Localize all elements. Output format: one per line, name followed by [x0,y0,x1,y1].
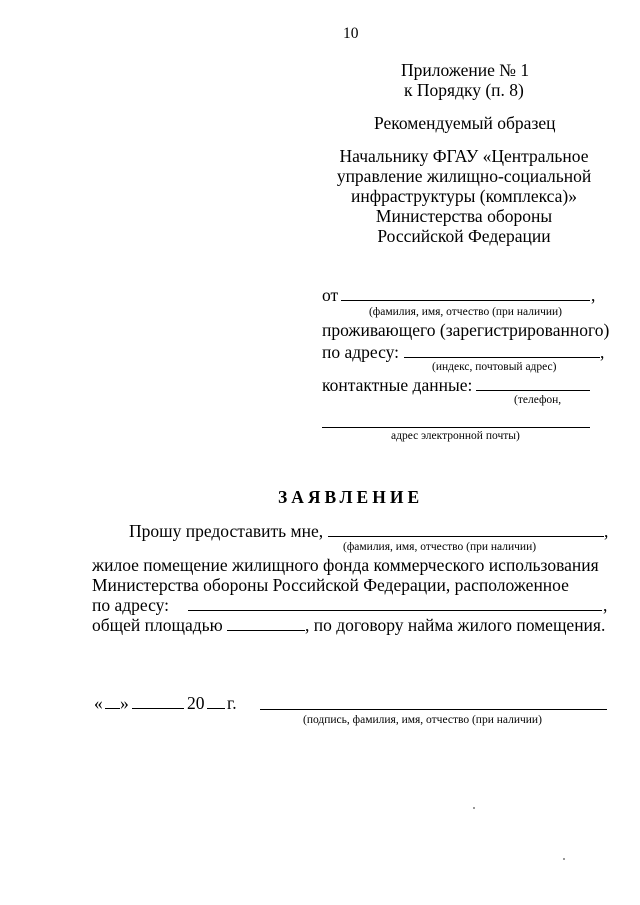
page-number: 10 [343,25,359,42]
date-quote-close: » [120,693,129,713]
month-field[interactable] [132,708,184,709]
addressee-line-3: инфраструктуры (комплекса)» [351,186,577,206]
order-reference: к Порядку (п. 8) [404,80,524,100]
property-address-field[interactable] [188,610,602,611]
phone-hint: (телефон, [514,394,562,406]
from-name-field[interactable] [341,300,590,301]
sample-label: Рекомендуемый образец [374,113,556,133]
year-field[interactable] [207,708,225,709]
addressee-line-5: Российской Федерации [377,226,551,246]
request-text: Прошу предоставить мне, [129,521,324,541]
scan-speck [473,807,475,809]
residing-label: проживающего (зарегистрированного) [322,320,610,340]
area-rest-text: , по договору найма жилого помещения. [305,615,606,635]
signature-hint: (подпись, фамилия, имя, отчество (при наличии) [303,714,542,726]
day-field[interactable] [105,708,120,709]
request-comma: , [604,521,609,541]
signature-field[interactable] [260,709,607,710]
scan-speck [563,858,565,860]
area-label: общей площадью [92,615,223,635]
addressee-line-4: Министерства обороны [375,206,553,226]
area-field[interactable] [227,630,305,631]
addressee-line-1: Начальнику ФГАУ «Центральное [339,146,589,166]
statement-address-comma: , [603,595,608,615]
year-prefix: 20 [187,693,205,713]
email-field[interactable] [322,427,590,428]
date-quote-open: « [94,693,103,713]
contacts-label: контактные данные: [322,375,473,395]
address-comma: , [600,342,605,362]
addressee-line-2: управление жилищно-социальной [336,166,592,186]
sender-address-field[interactable] [404,357,600,358]
from-comma: , [591,285,596,305]
phone-field[interactable] [476,390,590,391]
applicant-name-hint: (фамилия, имя, отчество (при наличии) [343,541,537,553]
address-label: по адресу: [322,342,400,362]
year-suffix: г. [227,693,237,713]
statement-line-2: жилое помещение жилищного фонда коммерческого использования [92,555,599,575]
from-label: от [322,285,339,305]
statement-address-label: по адресу: [92,595,170,615]
from-name-hint: (фамилия, имя, отчество (при наличии) [368,306,563,318]
address-hint: (индекс, почтовый адрес) [432,361,557,373]
statement-title: ЗАЯВЛЕНИЕ [278,487,424,507]
appendix-label: Приложение № 1 [401,60,530,80]
applicant-name-field[interactable] [328,536,604,537]
email-hint: адрес электронной почты) [391,430,520,442]
statement-line-3: Министерства обороны Российской Федерации, расположенное [92,575,569,595]
